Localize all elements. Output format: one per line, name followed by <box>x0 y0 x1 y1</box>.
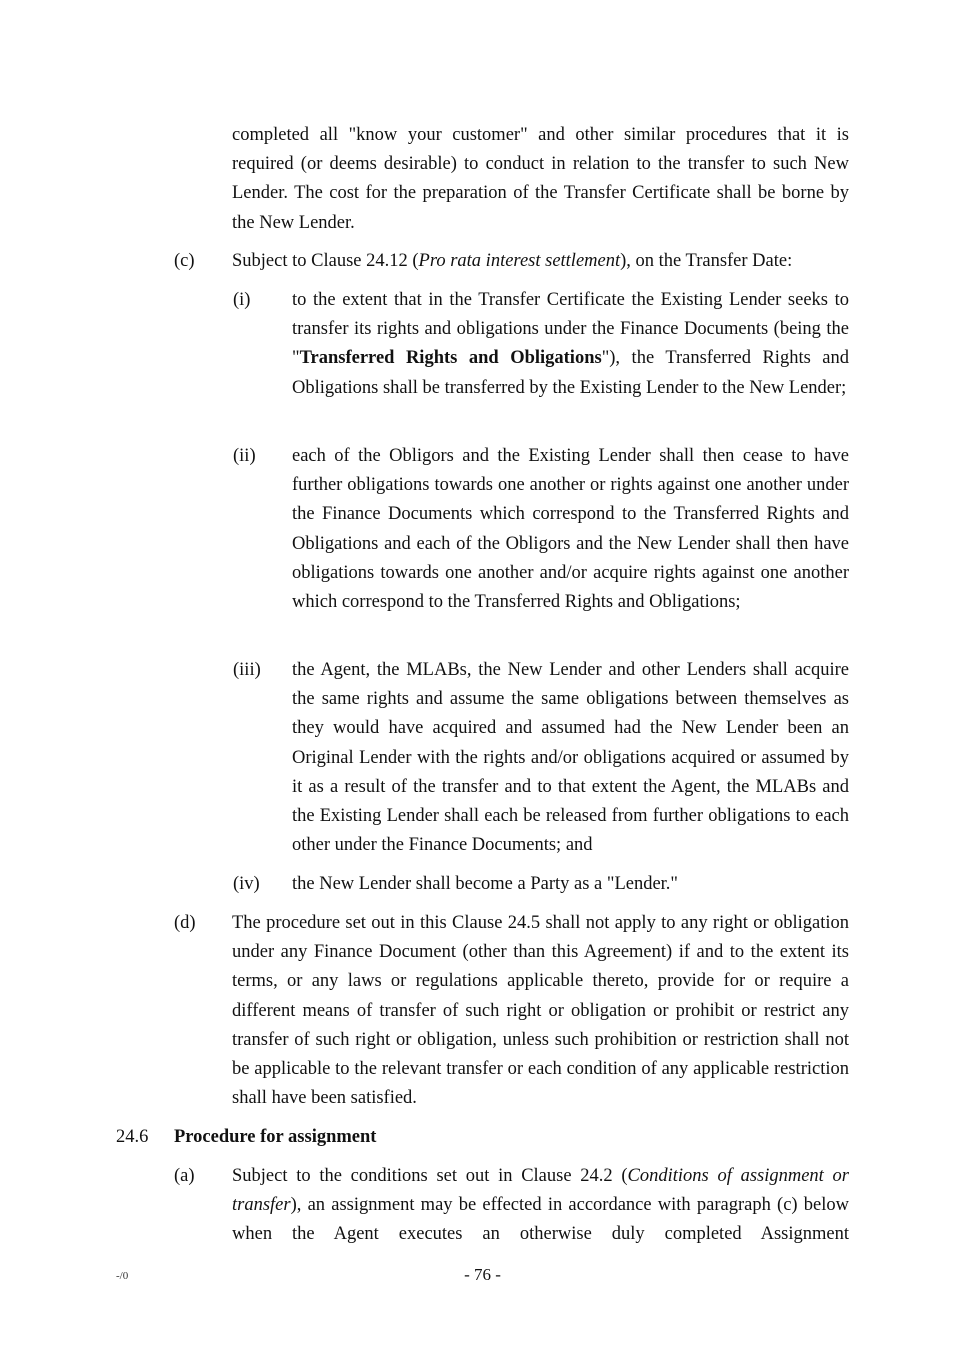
defined-term: Transferred Rights and Obligations <box>299 348 602 369</box>
clause-c-text: Subject to Clause 24.12 (Pro rata interest settlement), on the Transfer Date: <box>232 251 793 271</box>
clause-c-ii-text: each of the Obligors and the Existing Lender shall then cease to have further obligations towards one another or rights against one another under the Finance Documents which correspond to the Transferred Rights and Obligations and each of the Obligors and the New Lender shall then have obligations towards one another and/or acquire rights against one another which correspond to the Transferred Rights and Obligations; <box>292 446 849 613</box>
clause-c-i-text: to the extent that in the Transfer Certificate the Existing Lender seeks to transfer its rights and obligations under the Finance Documents (being the "Transferred Rights and Obligations"), the Transferred Rights and Obligations shall be transferred by the Existing Lender to the New Lender; <box>292 290 849 398</box>
clause-c-iii-text: the Agent, the MLABs, the New Lender and other Lenders shall acquire the same rights and assume the same obligations between themselves as they would have acquired and assumed had the New Lender been an Original Lender with the rights and/or obligations acquired or assumed by it as a result of the transfer and to that extent the Agent, the MLABs and the Existing Lender shall each be released from further obligations to each other under the Finance Documents; and <box>292 660 849 856</box>
clause-c-i-label: (i) <box>233 290 251 310</box>
clause-c-iv-label: (iv) <box>233 874 260 894</box>
page-number: - 76 - <box>464 1265 501 1284</box>
section-title: Procedure for assignment <box>174 1127 377 1147</box>
clause-a-label: (a) <box>174 1166 195 1186</box>
clause-c-iii-label: (iii) <box>233 660 261 680</box>
footer-reference: -/0 <box>116 1270 129 1282</box>
clause-d-text: The procedure set out in this Clause 24.5 shall not apply to any right or obligation under any Finance Document (other than this Agreement) if and to the extent its terms, or any laws or regulations applicable thereto, provide for or require a different means of transfer of such right or obligation or prohibit or restrict any transfer of such right or obligation, unless such prohibition or restriction shall not be applicable to the relevant transfer or each condition of any applicable restriction shall have been satisfied. <box>232 913 849 1109</box>
clause-a-italic: Conditions of assignment or transfer <box>232 1166 849 1216</box>
continuation-paragraph: completed all "know your customer" and other similar procedures that it is required (or deems desirable) to conduct in relation to the transfer to such New Lender. The cost for the preparation of the Transfer Certificate shall be borne by the New Lender. <box>232 125 849 233</box>
clause-c-label: (c) <box>174 251 195 271</box>
clause-a-text: Subject to the conditions set out in Clause 24.2 (Conditions of assignment or transfer), an assignment may be effected in accordance with paragraph (c) below when the Agent executes an otherwise duly completed Assignment <box>232 1166 849 1245</box>
clause-c-italic: Pro rata interest settlement <box>418 251 621 271</box>
clause-c-ii-label: (ii) <box>233 446 256 466</box>
clause-c-iv-text: the New Lender shall become a Party as a "Lender." <box>292 874 678 894</box>
clause-d-label: (d) <box>174 913 196 933</box>
section-number: 24.6 <box>116 1127 149 1147</box>
